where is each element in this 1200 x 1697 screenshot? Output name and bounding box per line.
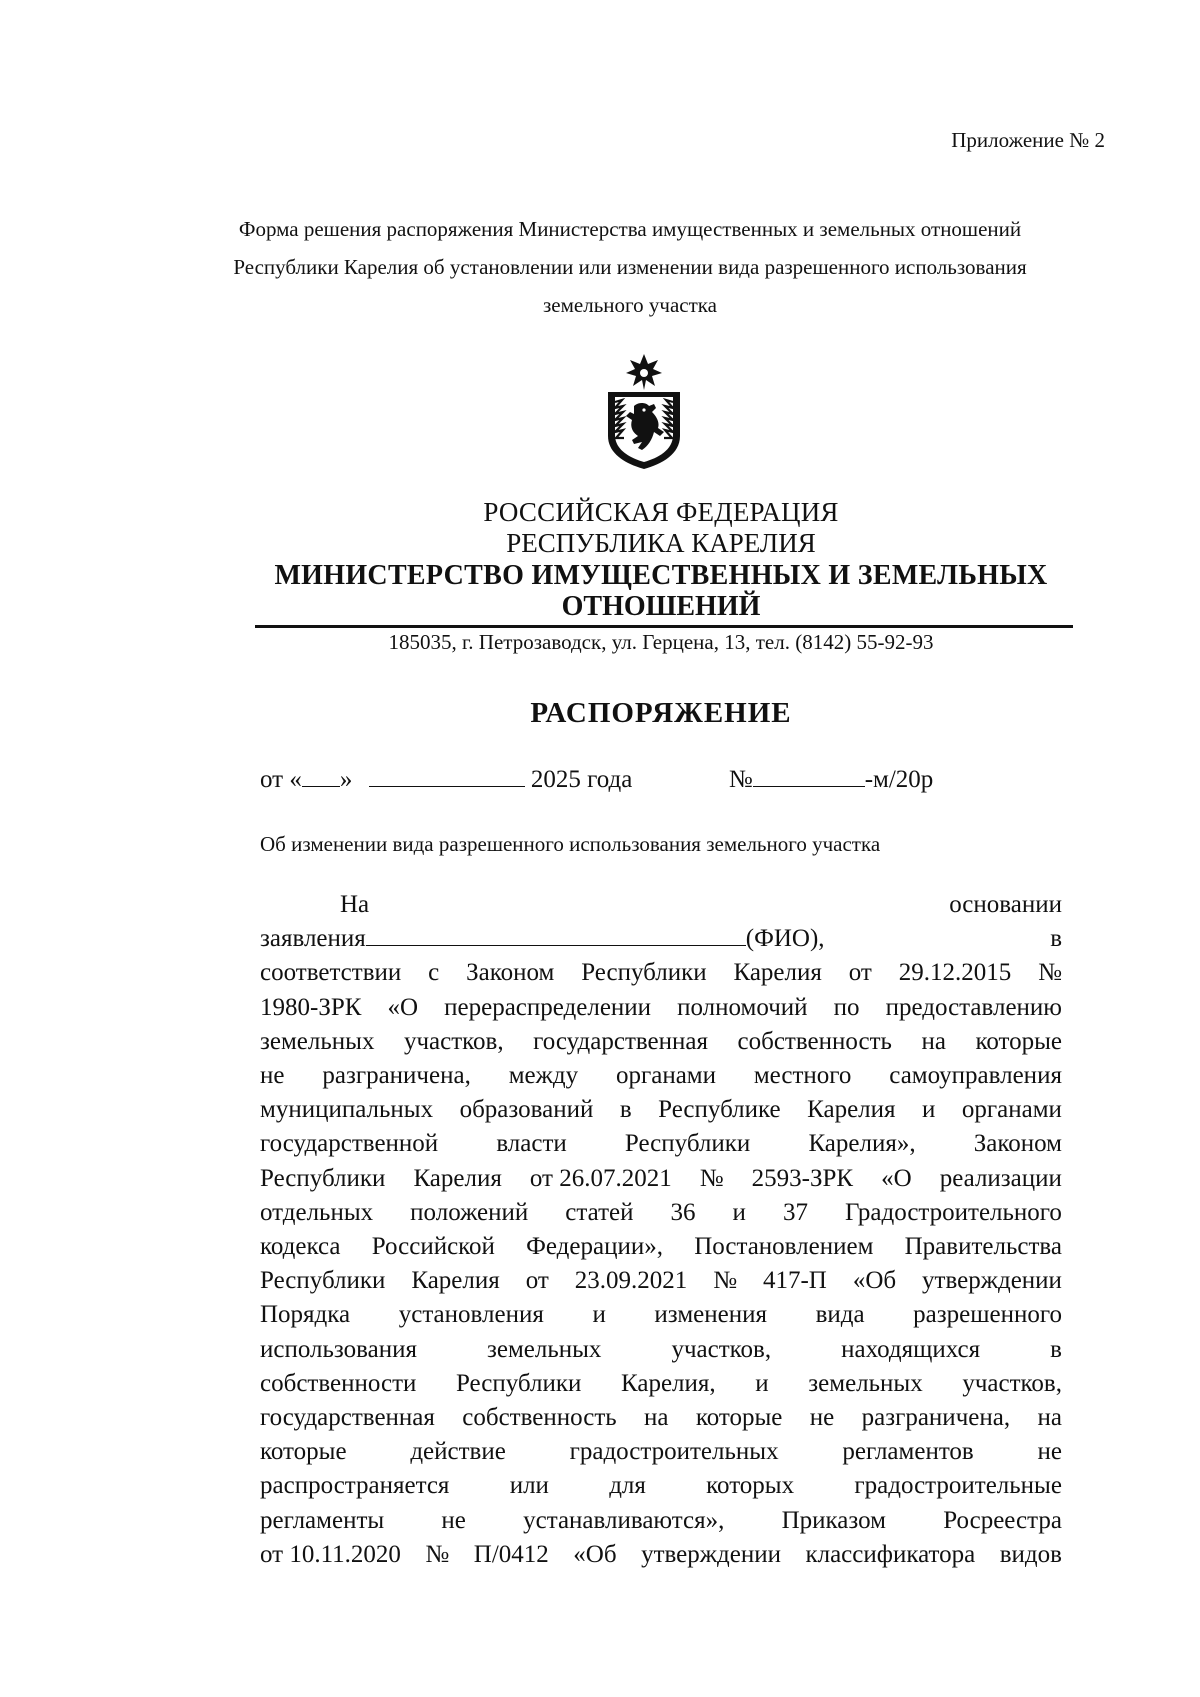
body-word: Карелия	[413, 1164, 502, 1192]
body-word: собственность	[737, 1027, 892, 1055]
body-word: находящихся	[841, 1335, 981, 1363]
body-word: Федерации»,	[526, 1233, 663, 1261]
body-word: которых	[706, 1472, 795, 1500]
body-word: не	[809, 1404, 835, 1432]
body-word: реализации	[939, 1164, 1062, 1192]
body-word: и	[755, 1369, 769, 1397]
body-word: Республики	[455, 1369, 582, 1397]
body-word: государственная	[533, 1027, 708, 1055]
body-word: кодекса	[260, 1233, 341, 1261]
body-word: (ФИО),	[745, 925, 825, 953]
body-word: в	[619, 1096, 632, 1124]
number-blank[interactable]	[753, 764, 865, 787]
body-line	[260, 1401, 1062, 1435]
body-line	[260, 1469, 1062, 1503]
body-word: на	[644, 1404, 669, 1432]
body-word: земельных	[260, 1027, 375, 1055]
form-title	[150, 210, 1110, 324]
body-word: Республики	[624, 1130, 751, 1158]
body-word: Карелия	[733, 959, 822, 987]
order-subject: Об изменении вида разрешенного использования земельного участка	[260, 832, 881, 856]
body-word: Приказом	[781, 1506, 886, 1534]
form-title-line: Форма решения распоряжения Министерства имущественных и земельных отношений	[238, 217, 1022, 241]
body-line	[260, 922, 1062, 956]
body-word: утверждении	[922, 1267, 1062, 1295]
body-line	[260, 991, 1062, 1025]
body-word: №	[425, 1540, 450, 1568]
body-word: градостроительных	[569, 1438, 779, 1466]
body-word: на	[921, 1027, 946, 1055]
body-word: вида	[815, 1301, 865, 1329]
number-sign: №	[728, 766, 753, 793]
body-word: образований	[459, 1096, 594, 1124]
header-ministry-continued: ОТНОШЕНИЙ	[561, 591, 761, 622]
body-word: Порядка	[260, 1301, 351, 1329]
body-line	[260, 888, 1062, 922]
body-word: Градостроительного	[845, 1198, 1062, 1226]
form-title-line: Республики Карелия об установлении или изменении вида разрешенного использования	[233, 255, 1027, 279]
body-word: статей	[565, 1198, 634, 1226]
body-word: не	[260, 1062, 285, 1090]
body-word: участков,	[403, 1027, 504, 1055]
header-republic: РЕСПУБЛИКА КАРЕЛИЯ	[506, 528, 816, 558]
body-word: разрешенного	[913, 1301, 1062, 1329]
body-word: органами	[961, 1096, 1062, 1124]
body-word: от	[525, 1267, 549, 1295]
body-line	[260, 1196, 1062, 1230]
body-line	[260, 1435, 1062, 1469]
header-ministry: МИНИСТЕРСТВО ИМУЩЕСТВЕННЫХ И ЗЕМЕЛЬНЫХ	[274, 560, 1048, 591]
body-word: №	[1038, 959, 1062, 987]
body-word: соответствии	[260, 959, 402, 987]
body-word: в	[1050, 925, 1062, 953]
body-word: которые	[260, 1438, 347, 1466]
body-word: и	[592, 1301, 606, 1329]
header-address: 185035, г. Петрозаводск, ул. Герцена, 13, тел. (8142) 55-92-93	[388, 630, 934, 654]
body-word: 2593-ЗРК	[751, 1164, 854, 1192]
body-word: не	[1037, 1438, 1062, 1466]
body-word: муниципальных	[260, 1096, 434, 1124]
body-word: градостроительные	[854, 1472, 1062, 1500]
body-word: основании	[949, 891, 1062, 918]
year-text: 2025 года	[530, 766, 633, 793]
body-word: действие	[410, 1438, 506, 1466]
body-line	[260, 1162, 1062, 1196]
body-word: Карелия	[807, 1096, 896, 1124]
order-body	[260, 888, 1062, 1572]
body-word: самоуправления	[889, 1062, 1062, 1090]
body-word: власти	[496, 1130, 567, 1158]
body-word: государственная	[260, 1404, 435, 1432]
body-word: заявления	[260, 925, 366, 953]
body-line	[260, 1504, 1062, 1538]
body-line	[260, 1367, 1062, 1401]
body-word: по	[833, 993, 860, 1021]
body-word: участков,	[962, 1369, 1062, 1397]
body-word: Республики	[260, 1164, 386, 1192]
body-word: на	[1037, 1404, 1062, 1432]
body-word: Республики	[260, 1267, 386, 1295]
body-line	[260, 956, 1062, 990]
body-word: Постановлением	[694, 1233, 874, 1261]
body-word: отдельных	[260, 1198, 374, 1226]
body-word: земельных	[808, 1369, 923, 1397]
body-line	[260, 1298, 1062, 1332]
body-word: установления	[398, 1301, 544, 1329]
body-word: разграничена,	[322, 1062, 471, 1090]
body-word: которые	[695, 1404, 783, 1432]
body-word: Республике	[658, 1096, 781, 1124]
body-applicant-group	[260, 922, 825, 956]
body-word: П/0412	[473, 1540, 549, 1568]
body-word: собственность	[462, 1404, 617, 1432]
applicant-name-blank[interactable]	[366, 923, 746, 946]
body-line	[260, 1230, 1062, 1264]
body-word: от 10.11.2020	[260, 1540, 401, 1568]
body-word: «О	[387, 993, 419, 1021]
body-line	[260, 1264, 1062, 1298]
body-word: Карелия»,	[808, 1130, 916, 1158]
body-word: 29.12.2015	[898, 959, 1012, 987]
body-word: «Об	[852, 1267, 897, 1295]
month-blank[interactable]	[369, 764, 525, 787]
body-word: распространяется	[260, 1472, 450, 1500]
body-word: изменения	[654, 1301, 767, 1329]
body-word: перераспределении	[444, 993, 652, 1021]
body-word: Правительства	[904, 1233, 1062, 1261]
body-word: 23.09.2021	[574, 1267, 688, 1295]
body-word: №	[699, 1164, 724, 1192]
order-dateline	[260, 764, 933, 794]
body-line	[260, 1093, 1062, 1127]
body-word: предоставлению	[885, 993, 1062, 1021]
body-word: регламенты	[260, 1506, 385, 1534]
body-word: земельных	[486, 1335, 602, 1363]
body-word: Росреестра	[943, 1506, 1062, 1534]
appendix-label: Приложение № 2	[951, 128, 1105, 152]
body-word: №	[713, 1267, 738, 1295]
number-suffix: -м/20р	[864, 766, 934, 793]
body-line	[260, 1538, 1062, 1572]
body-word: видов	[999, 1540, 1062, 1568]
date-close-quote: »	[339, 766, 353, 793]
date-prefix: от «	[260, 766, 302, 793]
body-word: от	[848, 959, 872, 987]
body-word: не	[441, 1506, 466, 1534]
body-word: Законом	[973, 1130, 1062, 1158]
body-word: между	[508, 1062, 579, 1090]
body-word: использования	[260, 1335, 417, 1363]
form-title-line: земельного участка	[543, 293, 717, 317]
body-word: местного	[753, 1062, 852, 1090]
body-word: разграничена,	[861, 1404, 1011, 1432]
body-word: или	[509, 1472, 549, 1500]
body-word: регламентов	[842, 1438, 974, 1466]
body-word: и	[922, 1096, 936, 1124]
body-word: «О	[881, 1164, 912, 1192]
body-word: государственной	[260, 1130, 439, 1158]
body-word: для	[609, 1472, 646, 1500]
body-word: На	[340, 891, 370, 918]
body-line	[260, 1127, 1062, 1161]
body-word: положений	[410, 1198, 529, 1226]
body-word: 1980-ЗРК	[260, 993, 362, 1021]
body-word: с	[428, 959, 440, 987]
body-word: 36	[670, 1198, 696, 1226]
body-word: Законом	[466, 959, 555, 987]
coat-of-arms-icon	[600, 352, 688, 470]
body-word: и	[732, 1198, 746, 1226]
body-word: классификатора	[805, 1540, 976, 1568]
body-word: в	[1050, 1335, 1062, 1363]
order-title: РАСПОРЯЖЕНИЕ	[530, 697, 792, 729]
body-word: Российской	[371, 1233, 495, 1261]
day-blank[interactable]	[302, 764, 340, 787]
body-word: утверждении	[641, 1540, 781, 1568]
body-word: 417-П	[762, 1267, 827, 1295]
body-word: органами	[615, 1062, 716, 1090]
body-word: «Об	[573, 1540, 617, 1568]
body-word: Республики	[581, 959, 707, 987]
body-word: 37	[782, 1198, 808, 1226]
body-word: полномочий	[677, 993, 808, 1021]
body-word: Карелия	[411, 1267, 500, 1295]
body-line	[260, 1025, 1062, 1059]
body-word: собственности	[260, 1369, 417, 1397]
body-word: от 26.07.2021	[529, 1164, 672, 1192]
body-line	[260, 1333, 1062, 1367]
body-word: Карелия,	[621, 1369, 716, 1397]
body-word: которые	[975, 1027, 1062, 1055]
body-line	[260, 1059, 1062, 1093]
body-word: устанавливаются»,	[523, 1506, 725, 1534]
header-divider	[255, 625, 1073, 628]
body-word: участков,	[671, 1335, 772, 1363]
header-country: РОССИЙСКАЯ ФЕДЕРАЦИЯ	[483, 497, 839, 527]
